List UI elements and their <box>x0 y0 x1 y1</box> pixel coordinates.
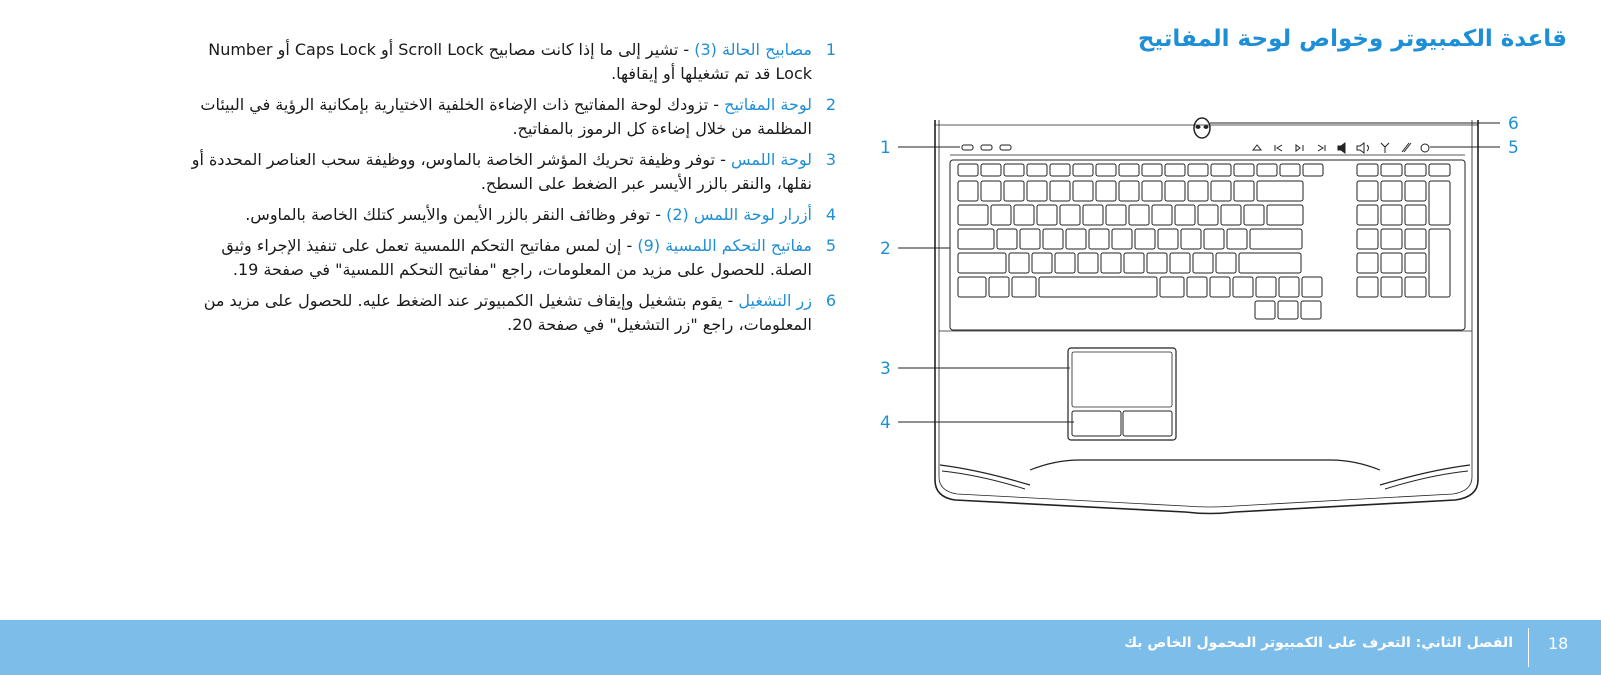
keyboard-key <box>1066 229 1086 249</box>
keyboard-key <box>1429 229 1450 297</box>
keyboard-key <box>1257 181 1303 201</box>
front-vent <box>940 465 1030 485</box>
touchpad-right-button <box>1123 411 1172 436</box>
keyboard-key <box>1060 205 1080 225</box>
keyboard-key <box>1050 181 1070 201</box>
laptop-diagram <box>880 105 1600 525</box>
keyboard-key <box>1089 229 1109 249</box>
keyboard-key <box>1256 277 1276 297</box>
keyboard-key <box>1303 164 1323 176</box>
callout-number-3: 3 <box>880 359 891 379</box>
keyboard-key <box>1187 277 1207 297</box>
list-item <box>190 38 850 86</box>
page-footer <box>0 620 1601 675</box>
laptop-body-outline <box>935 120 1478 514</box>
item-description: - تزودك لوحة المفاتيح ذات الإضاءة الخلفية الاختيارية بإمكانية الرؤية في البيئات المظلمة من خلال إضاءة كل الرموز بالمفاتيح. <box>200 95 812 138</box>
keyboard-key <box>1211 164 1231 176</box>
keyboard-key <box>1234 164 1254 176</box>
keyboard-key <box>1381 164 1402 176</box>
keyboard-key <box>1193 253 1213 273</box>
keyboard-key <box>1101 253 1121 273</box>
status-light-num <box>981 145 992 150</box>
keyboard-key <box>1255 301 1275 319</box>
keyboard-key <box>1357 164 1378 176</box>
keyboard-key <box>1405 229 1426 249</box>
keyboard-key <box>1257 164 1277 176</box>
list-item <box>190 93 850 141</box>
keyboard-key <box>1073 181 1093 201</box>
keyboard-key <box>1405 277 1426 297</box>
item-term: لوحة المفاتيح <box>724 95 812 114</box>
keyboard-key <box>1129 205 1149 225</box>
wireless-icon <box>1381 143 1389 153</box>
callout-number-5: 5 <box>1508 138 1519 158</box>
keyboard-key <box>1429 181 1450 225</box>
keyboard-key <box>1009 253 1029 273</box>
keyboard-key <box>1135 229 1155 249</box>
keyboard-key <box>1124 253 1144 273</box>
status-light-caps <box>962 145 973 150</box>
keyboard-key <box>1405 205 1426 225</box>
item-description: - توفر وظيفة تحريك المؤشر الخاصة بالماوس، ووظيفة سحب العناصر المحددة أو نقلها، والنقر بالزر الأيسر عبر الضغط على السطح. <box>191 150 812 193</box>
item-number: 4 <box>825 205 837 224</box>
keyboard-key <box>1198 205 1218 225</box>
play-pause-icon <box>1296 145 1303 151</box>
keyboard-key <box>1096 181 1116 201</box>
keyboard-key <box>1119 164 1139 176</box>
item-text-block <box>190 93 812 141</box>
item-text-block <box>190 148 812 196</box>
keyboard-key <box>1004 181 1024 201</box>
keyboard-key <box>1188 164 1208 176</box>
keyboard-key <box>1165 181 1185 201</box>
list-item <box>190 148 850 196</box>
list-item <box>190 203 850 227</box>
next-track-icon <box>1318 145 1325 151</box>
page-title: قاعدة الكمبيوتر وخواص لوحة المفاتيح <box>1137 26 1567 52</box>
keyboard-key <box>1073 164 1093 176</box>
alien-eye <box>1204 126 1208 129</box>
touchpad <box>1068 348 1176 440</box>
keyboard-key <box>1039 277 1157 297</box>
item-text-block <box>190 234 812 282</box>
keyboard-key <box>1188 181 1208 201</box>
keyboard-key <box>1357 277 1378 297</box>
list-item <box>190 289 850 337</box>
keyboard-key <box>1119 181 1139 201</box>
front-vent <box>1380 465 1470 485</box>
keyboard-key <box>1055 253 1075 273</box>
item-description: - تشير إلى ما إذا كانت مصابيح Scroll Lock أو Caps Lock أو Number Lock قد تم تشغيلها أو إيقافها. <box>208 40 812 83</box>
keyboard-key <box>1014 205 1034 225</box>
keyboard-key <box>1181 229 1201 249</box>
keyboard-key <box>1158 229 1178 249</box>
keyboard-key <box>1142 164 1162 176</box>
keyboard-key <box>958 164 978 176</box>
keyboard-key <box>1160 277 1184 297</box>
item-term: مفاتيح التحكم اللمسية (9) <box>637 236 812 255</box>
item-number: 2 <box>825 95 837 114</box>
keyboard-key <box>1142 181 1162 201</box>
keyboard-key <box>1280 164 1300 176</box>
keyboard-key <box>1078 253 1098 273</box>
status-light-scroll <box>1000 145 1011 150</box>
touchpad-left-button <box>1072 411 1121 436</box>
callout-number-2: 2 <box>880 239 891 259</box>
item-text-block <box>190 38 812 86</box>
keyboard-key <box>958 181 978 201</box>
keyboard-key <box>1357 205 1378 225</box>
keyboard-key <box>1381 253 1402 273</box>
keyboard-key <box>1175 205 1195 225</box>
item-text-block <box>190 203 812 227</box>
item-term: مصابيح الحالة (3) <box>694 40 812 59</box>
touchpad-toggle-icon <box>1402 143 1411 152</box>
keyboard-key <box>1279 277 1299 297</box>
item-description: - يقوم بتشغيل وإيقاف تشغيل الكمبيوتر عند الضغط عليه. للحصول على مزيد من المعلومات، راجع "زر التشغيل" في صفحة 20. <box>203 291 812 334</box>
keyboard-key <box>1204 229 1224 249</box>
keyboard-key <box>1429 164 1450 176</box>
keyboard-key <box>1147 253 1167 273</box>
item-term: لوحة اللمس <box>731 150 812 169</box>
mute-icon <box>1338 143 1345 153</box>
item-text-block <box>190 289 812 337</box>
keyboard-key <box>1250 229 1302 249</box>
keyboard-key <box>1032 253 1052 273</box>
eject-icon <box>1253 145 1261 150</box>
keyboard-key <box>1165 164 1185 176</box>
keyboard-key <box>1267 205 1303 225</box>
keyboard-key <box>1381 181 1402 201</box>
keyboard-key <box>1083 205 1103 225</box>
keyboard-key <box>1221 205 1241 225</box>
keyboard-key <box>1405 253 1426 273</box>
keyboard-key <box>958 277 986 297</box>
keyboard-key <box>1210 277 1230 297</box>
keyboard-key <box>1239 253 1301 273</box>
item-description: - توفر وظائف النقر بالزر الأيمن والأيسر كتلك الخاصة بالماوس. <box>245 205 667 224</box>
touch-controls <box>1253 143 1429 153</box>
keyboard-key <box>1278 301 1298 319</box>
keyboard-key <box>1227 229 1247 249</box>
keyboard-key <box>1216 253 1236 273</box>
keyboard-key <box>997 229 1017 249</box>
item-number: 3 <box>825 150 837 169</box>
volume-icon <box>1357 143 1369 153</box>
callout-number-6: 6 <box>1508 114 1519 134</box>
keyboard-key <box>1043 229 1063 249</box>
keyboard-key <box>1020 229 1040 249</box>
keyboard-key <box>1357 253 1378 273</box>
keyboard-key <box>1357 181 1378 201</box>
previous-track-icon <box>1275 145 1282 151</box>
alien-eye <box>1196 126 1200 129</box>
keyboard-key <box>1302 277 1322 297</box>
keyboard-key <box>991 205 1011 225</box>
keyboard-key <box>1234 181 1254 201</box>
keyboard-key <box>1170 253 1190 273</box>
keyboard-key <box>1012 277 1036 297</box>
item-term: زر التشغيل <box>738 291 812 310</box>
keyboard-key <box>1211 181 1231 201</box>
keyboard-key <box>1301 301 1321 319</box>
keyboard-key <box>1096 164 1116 176</box>
front-bar <box>1030 460 1380 470</box>
keyboard-keys <box>958 164 1450 319</box>
keyboard-key <box>1357 229 1378 249</box>
keyboard-key <box>1405 181 1426 201</box>
keyboard-key <box>1112 229 1132 249</box>
keyboard-key <box>1004 164 1024 176</box>
keyboard-key <box>958 205 988 225</box>
item-number: 5 <box>825 236 837 255</box>
footer-divider <box>1528 628 1529 667</box>
keyboard-key <box>958 253 1006 273</box>
list-item <box>190 234 850 282</box>
keyboard-key <box>989 277 1009 297</box>
keyboard-key <box>1152 205 1172 225</box>
item-description: - إن لمس مفاتيح التحكم اللمسية تعمل على تنفيذ الإجراء وثيق الصلة. للحصول على مزيد من المعلومات، راجع "مفاتيح التحكم اللمسية" في صفحة 19. <box>221 236 812 279</box>
keyboard-key <box>1381 205 1402 225</box>
callout-number-1: 1 <box>880 138 891 158</box>
keyboard-key <box>981 181 1001 201</box>
keyboard-key <box>958 229 994 249</box>
keyboard-key <box>1233 277 1253 297</box>
page-number: 18 <box>1548 634 1569 653</box>
keyboard-key <box>981 164 1001 176</box>
item-number: 6 <box>825 291 837 310</box>
laptop-illustration <box>880 105 1600 525</box>
touchpad-surface <box>1072 352 1172 407</box>
keyboard-key <box>1027 164 1047 176</box>
keyboard-key <box>1027 181 1047 201</box>
keyboard-key <box>1405 164 1426 176</box>
chapter-title: الفصل الثاني: التعرف على الكمبيوتر المحمول الخاص بك <box>1124 635 1513 651</box>
item-number: 1 <box>825 40 837 59</box>
keyboard-key <box>1106 205 1126 225</box>
laptop-inner-outline <box>939 120 1472 507</box>
keyboard-key <box>1381 229 1402 249</box>
feature-list <box>190 38 850 344</box>
keyboard-key <box>1037 205 1057 225</box>
keyboard-key <box>1244 205 1264 225</box>
item-term: أزرار لوحة اللمس (2) <box>666 205 812 224</box>
alienfx-icon <box>1421 144 1429 152</box>
keyboard-key <box>1381 277 1402 297</box>
callout-number-4: 4 <box>880 413 891 433</box>
keyboard-key <box>1050 164 1070 176</box>
